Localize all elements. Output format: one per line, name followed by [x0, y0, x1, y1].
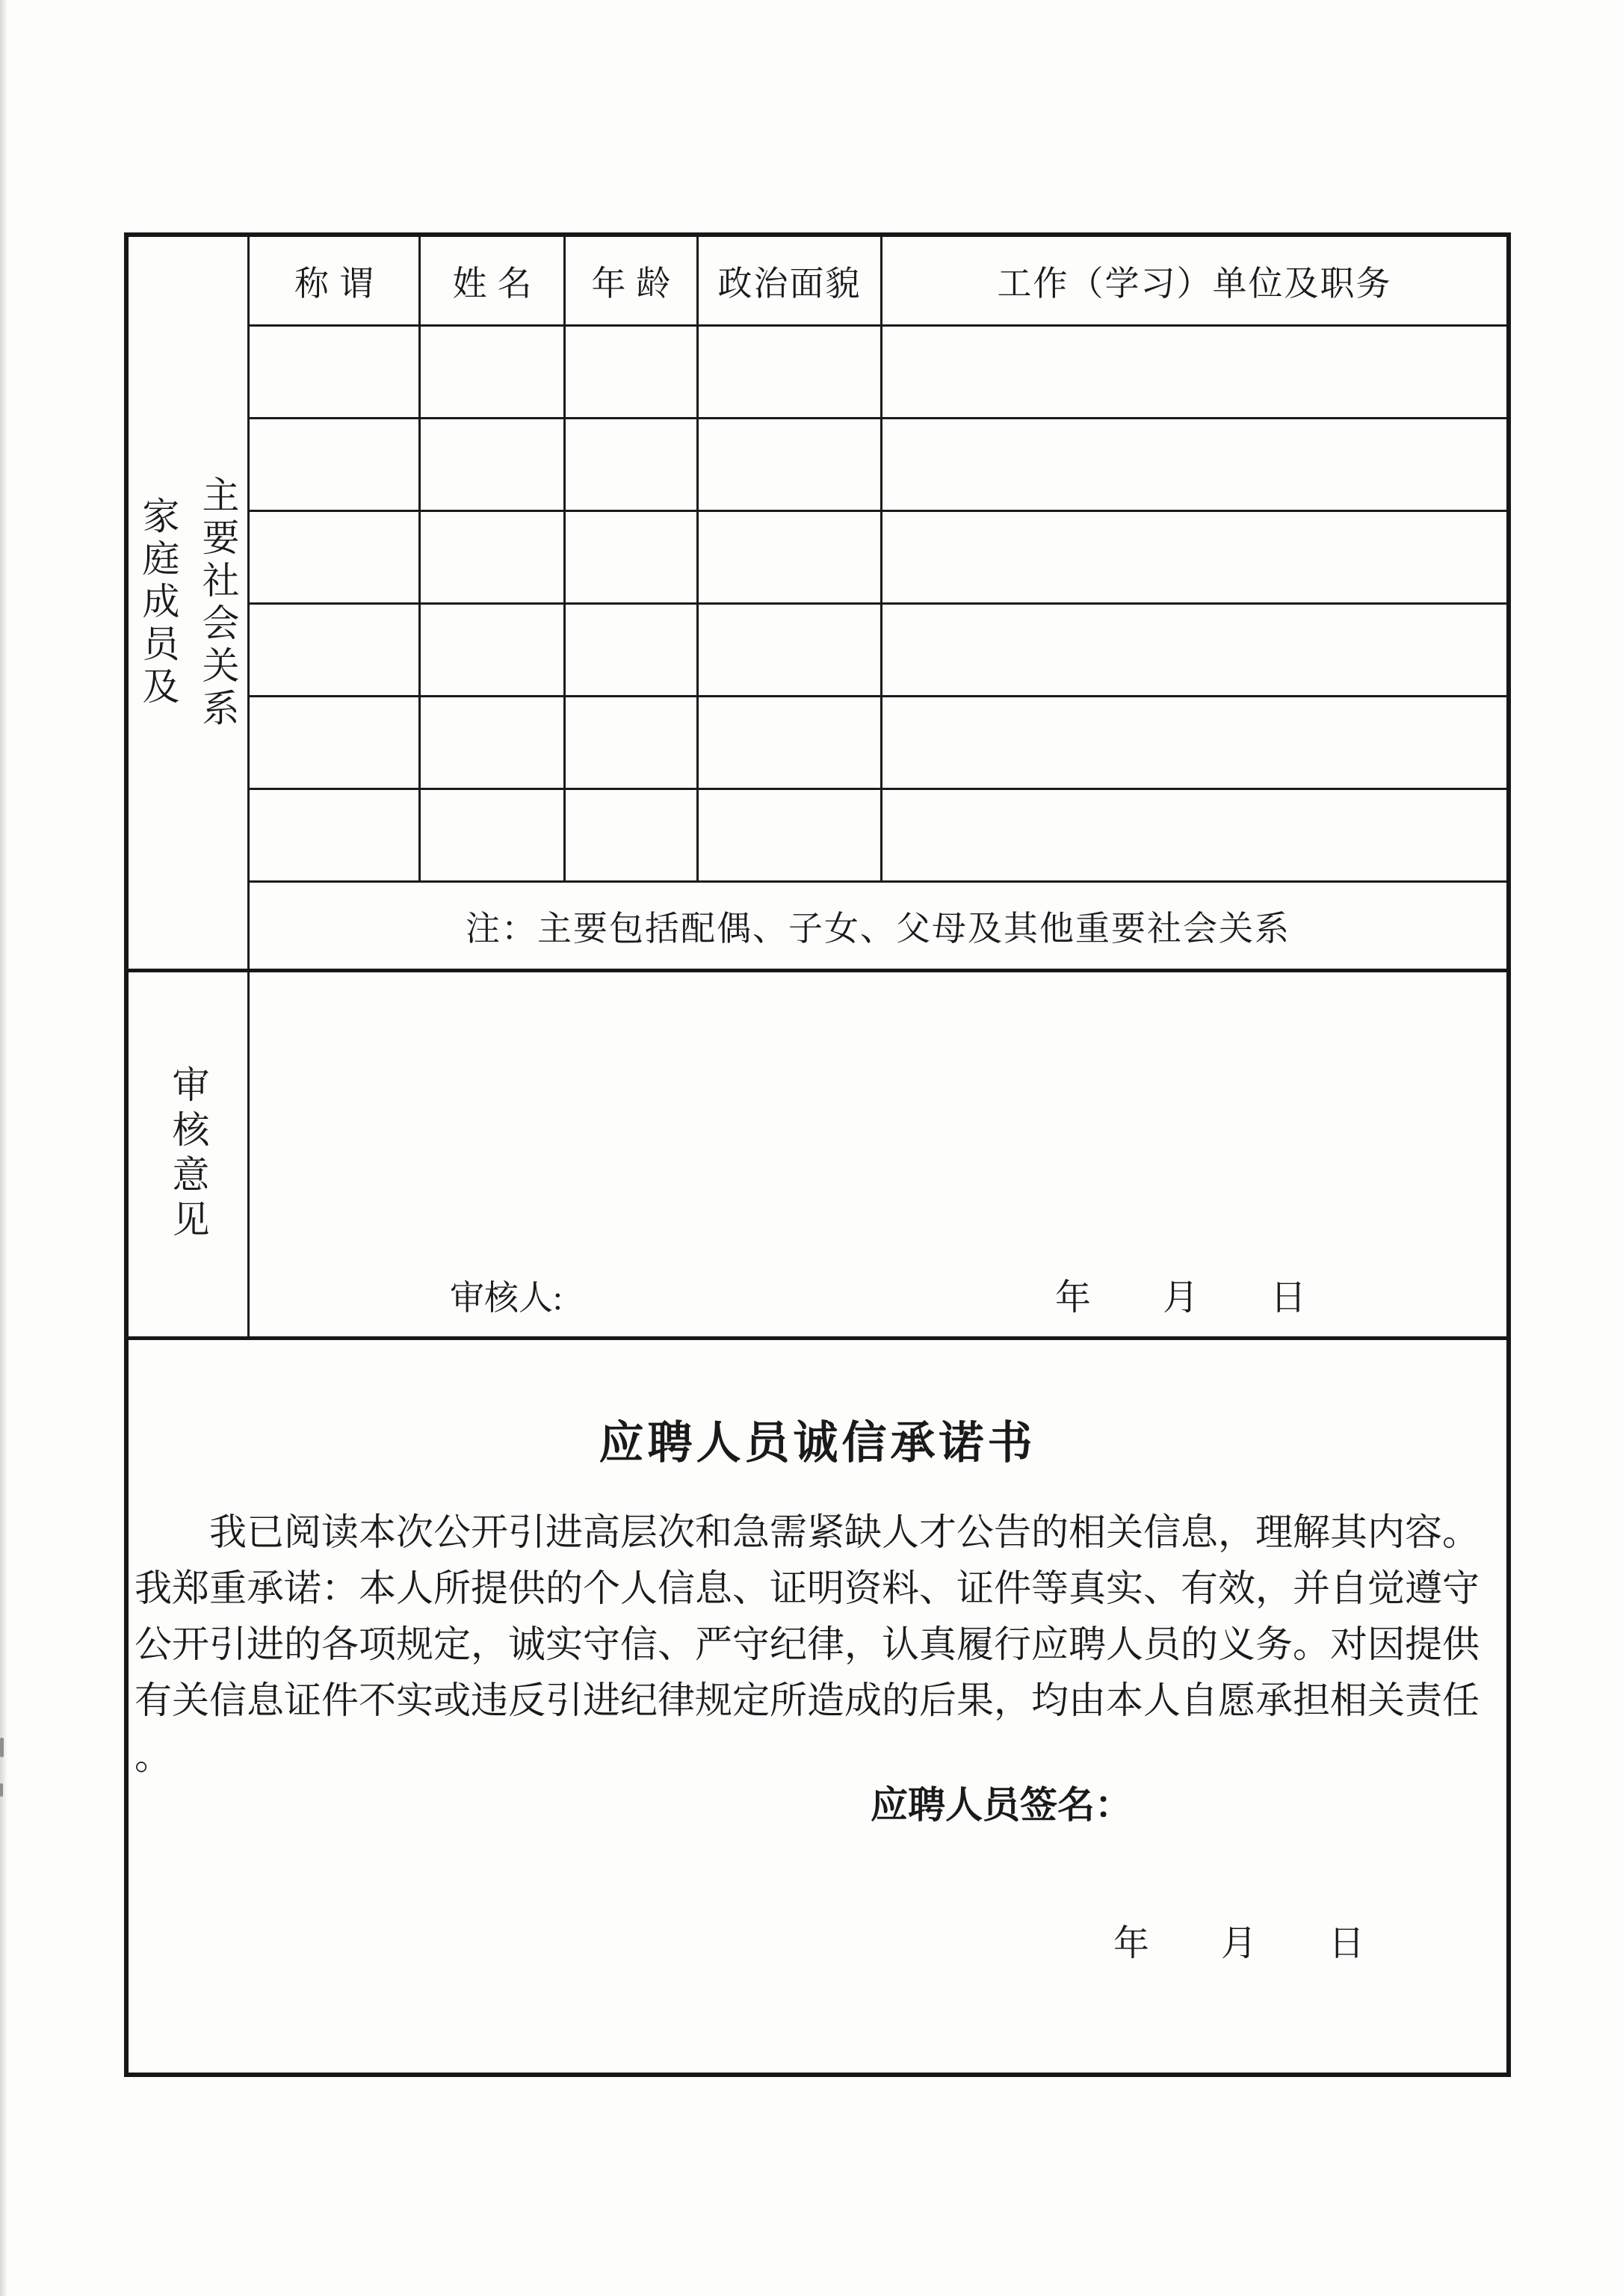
- family-table-cell: [882, 790, 1506, 883]
- family-table-cell: [566, 790, 699, 883]
- family-table-cell: [699, 512, 882, 605]
- family-section-label-cell: [129, 237, 250, 969]
- family-table-cell: [699, 419, 882, 512]
- family-table-cell: [250, 327, 421, 419]
- family-table-cell: [421, 605, 566, 697]
- commitment-date-placeholder: 年 月 日: [1113, 1924, 1365, 1963]
- review-date-placeholder: 年 月 日: [1055, 1278, 1307, 1318]
- scan-artifact: [0, 1738, 4, 1757]
- family-table-cell: [250, 790, 421, 883]
- family-table-cell: [250, 512, 421, 605]
- family-table-cell: [421, 419, 566, 512]
- family-table-cell: [421, 790, 566, 883]
- family-table-cell: [882, 697, 1506, 790]
- family-label-line-1: 家庭成员及: [137, 496, 179, 709]
- family-table-cell: [882, 327, 1506, 419]
- family-members-section: [129, 237, 1506, 972]
- family-table-cell: [421, 697, 566, 790]
- family-table-cell: [882, 605, 1506, 697]
- family-table-cell: [566, 512, 699, 605]
- column-header-relation: 称谓: [250, 237, 421, 327]
- family-label-line-2: 主要社会关系: [197, 475, 239, 731]
- family-table-cell: [566, 605, 699, 697]
- family-table-cell: [699, 605, 882, 697]
- review-section-label: 审核意见: [167, 1064, 209, 1244]
- family-table-cell: [250, 419, 421, 512]
- commitment-line: 我已阅读本次公开引进高层次和急需紧缺人才公告的相关信息，理解其内容。: [209, 1511, 1480, 1553]
- column-header-political-status: 政治面貌: [699, 237, 882, 327]
- commitment-section: [129, 1340, 1506, 2073]
- family-table-cell: [566, 697, 699, 790]
- family-table-cell: [566, 419, 699, 512]
- column-header-age: 年龄: [566, 237, 699, 327]
- commitment-body: [135, 1505, 1502, 1785]
- family-table-cell: [421, 327, 566, 419]
- review-opinion-section: [129, 972, 1506, 1340]
- family-section-label: [129, 475, 248, 731]
- commitment-line: 有关信息证件不实或违反引进纪律规定所造成的后果，均由本人自愿承担相关责任: [135, 1679, 1480, 1721]
- applicant-signature-label: 应聘人员签名：: [871, 1784, 1132, 1826]
- scan-artifact: [0, 1783, 3, 1797]
- family-table-cell: [566, 327, 699, 419]
- family-table-cell: [882, 512, 1506, 605]
- family-table-cell: [699, 327, 882, 419]
- commitment-line: 。: [135, 1735, 172, 1777]
- review-section-label-cell: [129, 972, 250, 1336]
- column-header-name: 姓名: [421, 237, 566, 327]
- family-table-cell: [250, 605, 421, 697]
- commitment-line: 公开引进的各项规定，诚实守信、严守纪律，认真履行应聘人员的义务。对因提供: [135, 1623, 1480, 1665]
- family-table-cell: [699, 790, 882, 883]
- reviewer-signature-label: 审核人:: [450, 1279, 563, 1317]
- commitment-line: 我郑重承诺：本人所提供的个人信息、证明资料、证件等真实、有效，并自觉遵守: [135, 1567, 1480, 1609]
- commitment-title: 应聘人员诚信承诺书: [599, 1419, 1036, 1468]
- application-form-table: [124, 232, 1511, 2077]
- family-table-cell: [250, 697, 421, 790]
- column-header-work-unit: 工作（学习）单位及职务: [882, 237, 1506, 327]
- family-table-cell: [421, 512, 566, 605]
- family-note: 注：主要包括配偶、子女、父母及其他重要社会关系: [466, 909, 1290, 948]
- family-table-cell: [882, 419, 1506, 512]
- family-table-cell: [699, 697, 882, 790]
- scan-edge-shadow: [0, 0, 7, 2296]
- review-opinion-area: [250, 972, 1506, 1336]
